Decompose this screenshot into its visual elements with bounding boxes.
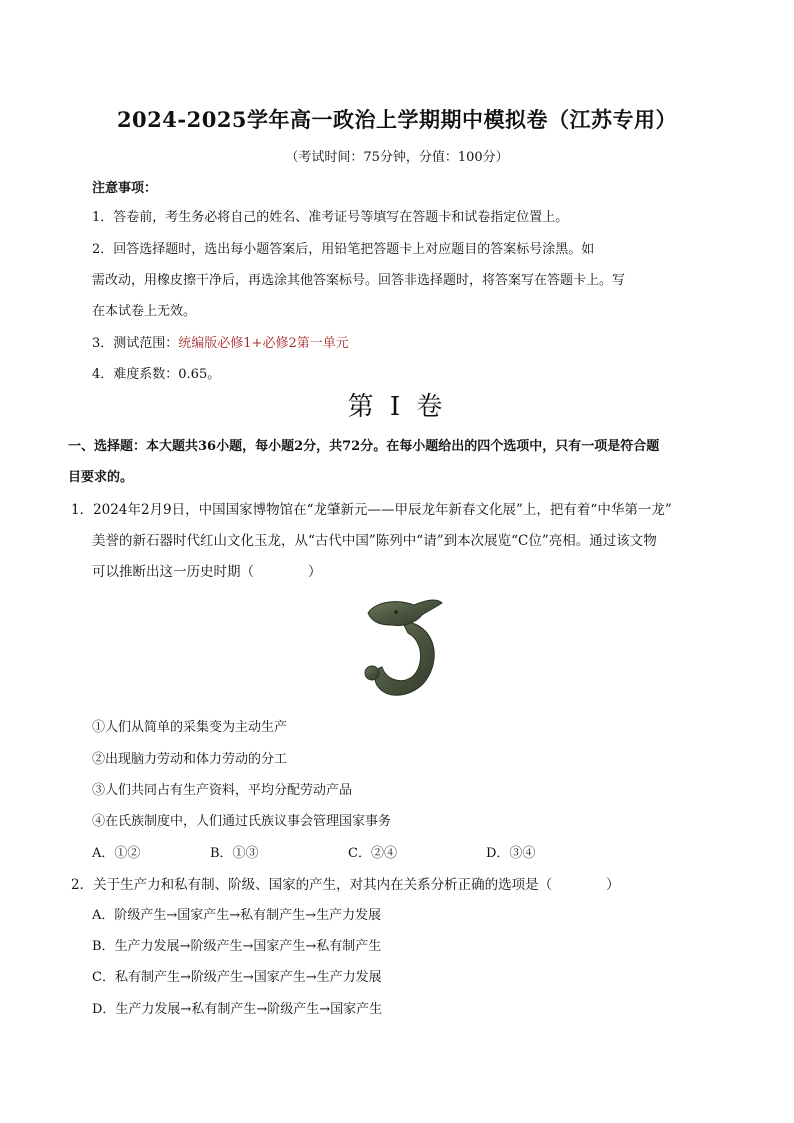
q2-stem-close: ） [606,877,620,893]
section-heading-line-2: 目要求的。 [68,470,134,485]
q1-choice-c[interactable]: C．②④ [348,846,397,861]
q1-statement-2: ②出现脑力劳动和体力劳动的分工 [92,752,288,767]
q1-stem-text: 可以推断出这一历史时期（ [92,564,254,580]
q2-option-d[interactable]: D．生产力发展→私有制产生→阶级产生→国家产生 [92,1002,383,1017]
notice-item-1: 1．答卷前，考生务必将自己的姓名、准考证号等填写在答题卡和试卷指定位置上。 [92,210,569,225]
notice-item-2-line-3: 在本试卷上无效。 [92,304,197,319]
volume-label: 第 I 卷 [347,392,447,422]
notice-item-2-line-1: 2．回答选择题时，选出每小题答案后，用铅笔把答题卡上对应题目的答案标号涂黑。如 [92,242,595,257]
notice-item-3-prefix: 3．测试范围： [92,336,179,351]
q2-option-a[interactable]: A．阶级产生→国家产生→私有制产生→生产力发展 [92,908,382,923]
exam-info: （考试时间：75分钟，分值：100分） [285,150,509,165]
section-heading-line-1: 一、选择题：本大题共36小题，每小题2分，共72分。在每小题给出的四个选项中，只有一项是符合题 [68,439,660,454]
q2-option-b[interactable]: B．生产力发展→阶级产生→国家产生→私有制产生 [92,939,382,954]
q1-choice-d[interactable]: D．③④ [486,846,536,861]
q1-choice-a[interactable]: A．①② [92,846,141,861]
q1-stem-line-2: 美誉的新石器时代红山文化玉龙，从“古代中国”陈列中“请”到本次展览“C位”亮相。通过该文物 [92,533,657,549]
q1-statement-1: ①人们从简单的采集变为主动生产 [92,720,288,735]
page-title: 2024-2025学年高一政治上学期期中模拟卷（江苏专用） [116,107,678,132]
q2-stem [71,873,620,893]
q1-choice-b[interactable]: B．①③ [210,846,259,861]
notice-item-3 [92,332,349,351]
notice-item-4: 4．难度系数：0.65。 [92,367,221,382]
q2-stem-text: 2．关于生产力和私有制、阶级、国家的产生，对其内在关系分析正确的选项是（ [71,877,553,893]
q2-option-c[interactable]: C．私有制产生→阶级产生→国家产生→生产力发展 [92,970,382,985]
test-range: 统编版必修1+必修2第一单元 [178,336,349,351]
notice-heading: 注意事项： [92,181,158,196]
q1-stem-line-3 [92,560,322,580]
q1-statement-4: ④在氏族制度中，人们通过氏族议事会管理国家事务 [92,814,392,829]
q1-stem-line-1: 1．2024年2月9日，中国国家博物馆在“龙肇新元——甲辰龙年新春文化展”上，把有着“中华第一龙” [71,502,672,518]
q1-statement-3: ③人们共同占有生产资料，平均分配劳动产品 [92,783,353,798]
notice-item-2-line-2: 需改动，用橡皮擦干净后，再选涂其他答案标号。回答非选择题时，将答案写在答题卡上。写 [92,273,626,288]
jade-dragon-image [362,593,448,703]
q1-stem-close: ） [308,564,322,580]
